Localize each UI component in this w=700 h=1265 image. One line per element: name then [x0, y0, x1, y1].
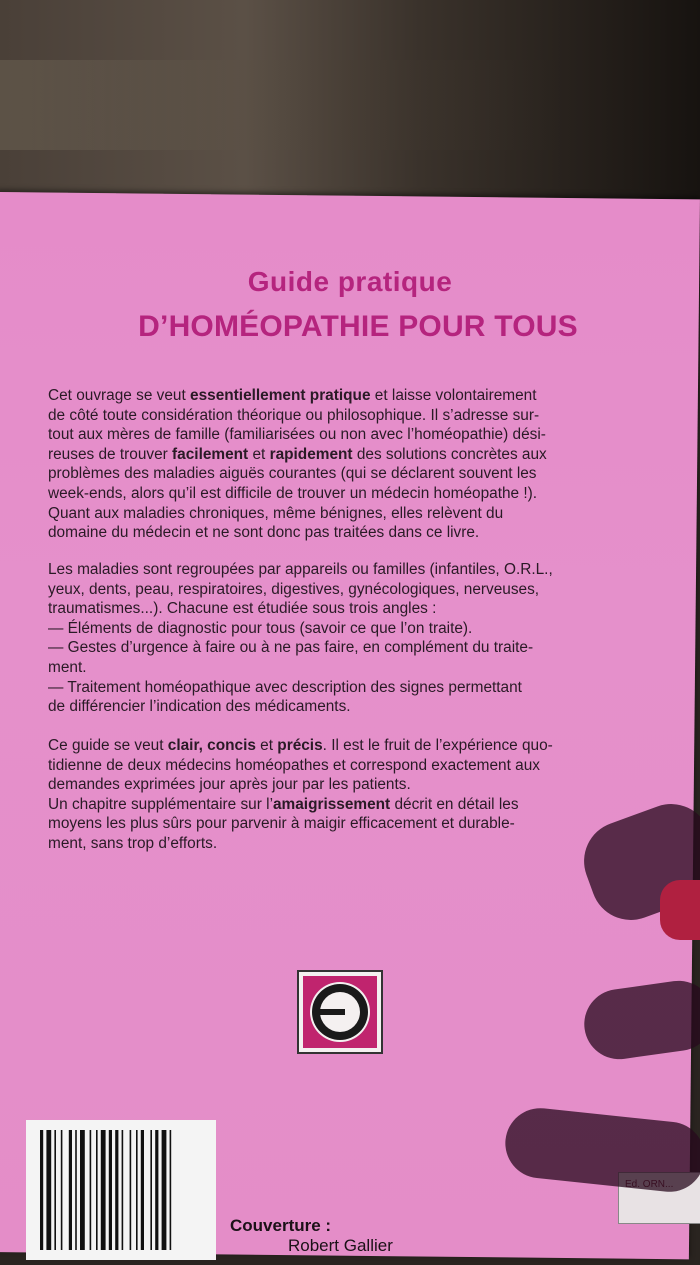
text-line — [48, 619, 608, 639]
barcode-bar — [54, 1130, 56, 1250]
text-line — [48, 560, 608, 580]
text-segment: — Éléments de diagnostic pour tous (savoir ce que l’on traite). — [48, 619, 473, 637]
text-line — [48, 814, 608, 834]
text-line — [48, 484, 608, 504]
barcode-bar — [122, 1130, 124, 1250]
text-segment: yeux, dents, peau, respiratoires, digestives, gynécologiques, nerveuses, — [48, 580, 540, 598]
text-segment: traumatismes...). Chacune est étudiée sous trois angles : — [48, 600, 437, 618]
barcode-bar — [136, 1130, 138, 1250]
book-title-line2: D’HOMÉOPATHIE POUR TOUS — [138, 310, 578, 343]
text-segment: reuses de trouver — [48, 445, 173, 463]
barcode-bar — [96, 1130, 98, 1250]
text-line — [48, 638, 608, 658]
cover-credit-label: Couverture : — [230, 1216, 332, 1235]
text-line — [48, 697, 608, 717]
text-segment: week-ends, alors qu’il est difficile de trouver un médecin homéopathe !). — [48, 484, 538, 502]
text-line — [48, 425, 608, 445]
barcode-bar — [150, 1130, 152, 1250]
text-segment: des solutions concrètes aux — [352, 445, 547, 463]
barcode-bar — [130, 1130, 132, 1250]
text-segment: Quant aux maladies chroniques, même bénignes, elles relèvent du — [48, 504, 504, 522]
bold-phrase: essentiellement pratique — [190, 387, 371, 404]
text-segment: tout aux mères de famille (familiarisées ou non avec l’homéopathie) dési- — [48, 426, 546, 444]
bold-phrase: précis — [277, 737, 323, 754]
text-segment: moyens les plus sûrs pour parvenir à maigir efficacement et durable- — [48, 815, 515, 833]
text-line — [48, 580, 608, 600]
blurb-paragraph-3 — [48, 736, 608, 854]
text-line — [48, 678, 608, 698]
text-line — [48, 386, 608, 406]
barcode-bar — [46, 1130, 51, 1250]
barcode-bar — [155, 1130, 158, 1250]
text-line — [48, 523, 608, 543]
barcode-bar — [101, 1130, 106, 1250]
text-segment: décrit en détail les — [390, 795, 519, 813]
barcode-bar — [170, 1130, 172, 1250]
text-segment: problèmes des maladies aiguës courantes (qui se déclarent souvent les — [48, 465, 537, 483]
text-segment: Cet ouvrage se veut — [48, 387, 191, 404]
publisher-logo-icon — [297, 970, 383, 1054]
text-line — [48, 406, 608, 426]
barcode-bar — [141, 1130, 144, 1250]
text-segment: de différencier l’indication des médicaments. — [48, 698, 351, 716]
barcode-bar — [40, 1130, 43, 1250]
text-segment: de côté toute considération théorique ou philosophique. Il s’adresse sur- — [48, 406, 540, 424]
text-line — [48, 504, 608, 524]
book-back-cover — [0, 192, 700, 1259]
barcode-bar — [69, 1130, 72, 1250]
barcode-bar — [80, 1130, 85, 1250]
cover-credit-name: Robert Gallier — [288, 1236, 393, 1255]
text-segment: Ce guide se veut — [48, 737, 168, 754]
text-line — [48, 795, 608, 815]
bold-phrase: facilement — [172, 445, 249, 463]
text-segment: et — [248, 445, 270, 463]
text-line — [48, 464, 608, 484]
text-segment: — Traitement homéopathique avec description des signes permettant — [48, 678, 522, 696]
text-line — [48, 756, 608, 776]
blurb-paragraph-1 — [48, 386, 608, 543]
bold-phrase: amaigrissement — [272, 795, 391, 813]
text-line — [48, 658, 608, 678]
text-line — [48, 775, 608, 795]
text-line — [48, 736, 608, 756]
text-segment: demandes exprimées jour après jour par les patients. — [48, 776, 411, 794]
barcode-bar — [75, 1130, 77, 1250]
fingernail — [660, 880, 700, 940]
bold-phrase: rapidement — [269, 445, 353, 463]
text-segment: tidienne de deux médecins homéopathes et correspond exactement aux — [48, 756, 540, 774]
barcode-bar — [90, 1130, 92, 1250]
barcode-bar — [162, 1130, 167, 1250]
barcode-bar — [61, 1130, 63, 1250]
text-segment: et laisse volontairement — [370, 387, 537, 404]
bold-phrase: clair, concis — [167, 737, 256, 754]
text-segment: Un chapitre supplémentaire sur l’ — [48, 795, 273, 813]
background-reflection — [0, 60, 700, 150]
text-segment: et — [255, 737, 278, 754]
text-line — [48, 445, 608, 465]
text-segment: — Gestes d’urgence à faire ou à ne pas faire, en complément du traite- — [48, 639, 534, 657]
text-segment: ment. — [48, 658, 87, 676]
text-segment: ment, sans trop d’efforts. — [48, 834, 218, 852]
book-title-line1: Guide pratique — [247, 266, 453, 297]
text-segment: . Il est le fruit de l’expérience quo- — [322, 737, 553, 754]
text-line — [48, 834, 608, 854]
barcode-bar — [109, 1130, 112, 1250]
text-segment: Les maladies sont regroupées par appareils ou familles (infantiles, O.R.L., — [48, 561, 553, 578]
barcode-icon — [26, 1120, 216, 1260]
barcode-bar — [115, 1130, 118, 1250]
text-segment: domaine du médecin et ne sont donc pas traitées dans ce livre. — [48, 524, 480, 542]
blurb-paragraph-2 — [48, 560, 608, 717]
text-line — [48, 599, 608, 619]
